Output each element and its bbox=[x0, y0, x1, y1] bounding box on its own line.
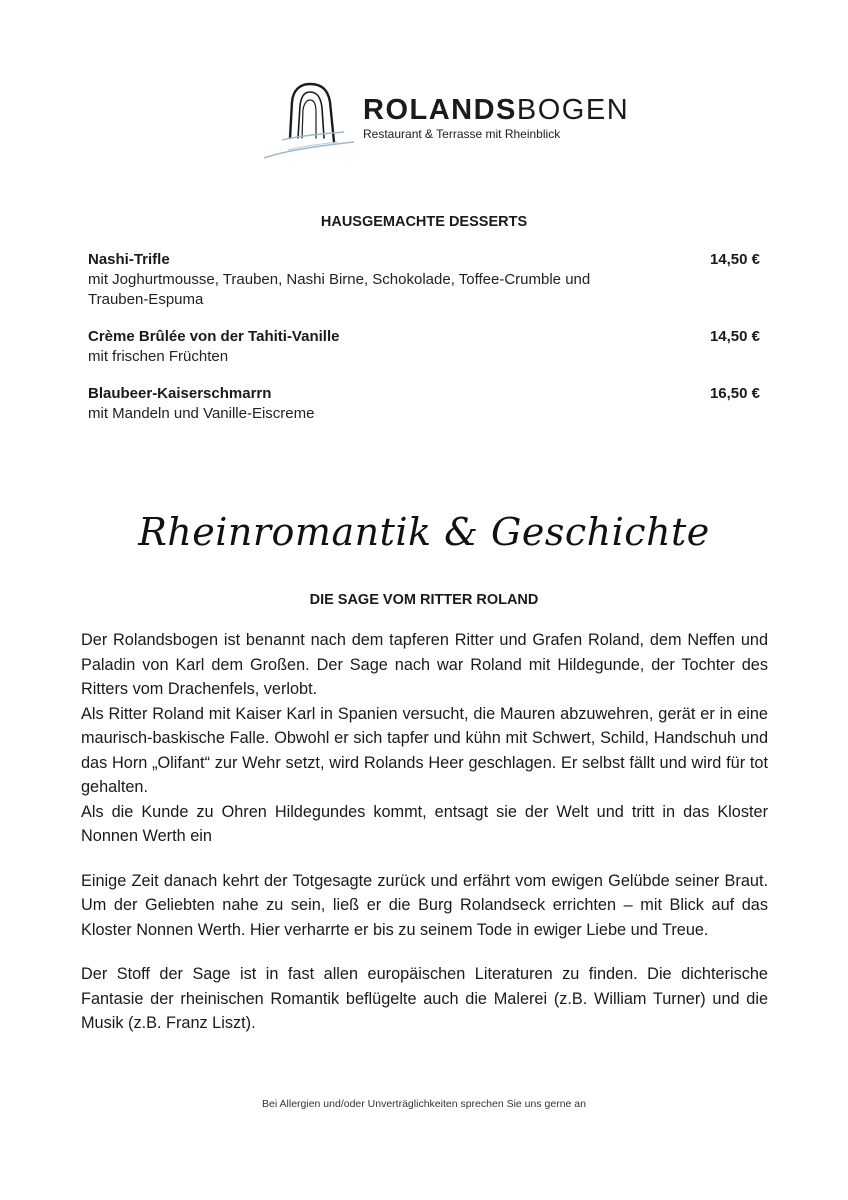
brand-name-light: BOGEN bbox=[516, 94, 630, 126]
dessert-description: mit frischen Früchten bbox=[88, 348, 229, 365]
dessert-item bbox=[88, 327, 760, 367]
dessert-item bbox=[88, 250, 760, 310]
arch-ruin-logo-icon bbox=[258, 72, 358, 164]
brand-name-bold: ROLANDS bbox=[363, 94, 517, 126]
allergy-note: Bei Allergien und/oder Unverträglichkeiten sprechen Sie uns gerne an bbox=[262, 1098, 586, 1110]
story-title: DIE SAGE VOM RITTER ROLAND bbox=[309, 592, 539, 608]
brand-logo bbox=[258, 72, 630, 164]
dessert-name: Nashi-Trifle bbox=[88, 251, 170, 268]
dessert-price: 14,50 € bbox=[709, 251, 760, 268]
story-paragraph: Als die Kunde zu Ohren Hildegundes kommt, entsagt sie der Welt und tritt in das Kloster Nonnen Werth ein bbox=[81, 802, 768, 845]
dessert-name: Blaubeer-Kaiserschmarrn bbox=[88, 385, 272, 402]
dessert-price: 16,50 € bbox=[709, 385, 760, 402]
dessert-name: Crème Brûlée von der Tahiti-Vanille bbox=[88, 328, 340, 345]
story-paragraph: Der Stoff der Sage ist in fast allen europäischen Literaturen zu finden. Die dichterische Fantasie der rheinischen Romantik beflügelte auch die Malerei (z.B. William Turner) und die Musik (z.B. Franz Liszt). bbox=[81, 965, 768, 1032]
story-text bbox=[81, 628, 768, 1056]
story-paragraph: Als Ritter Roland mit Kaiser Karl in Spanien versucht, die Mauren abzuwehren, gerät er in eine maurisch-baskische Falle. Obwohl er sich tapfer und kühn mit Schwert, Schild, Handschuh und das Horn „Olifant“ zur Wehr setzt, wird Rolands Heer geschlagen. Er selbst fällt und wird für tot gehalten. bbox=[81, 704, 768, 796]
dessert-description: mit Mandeln und Vanille-Eiscreme bbox=[88, 405, 315, 422]
dessert-list bbox=[88, 250, 760, 441]
story-paragraph: Der Rolandsbogen ist benannt nach dem tapferen Ritter und Grafen Roland, dem Neffen und Paladin von Karl dem Großen. Der Sage nach war Roland mit Hildegunde, der Tochter des Ritters vom Drachenfels, verlobt. bbox=[81, 631, 768, 698]
story-paragraph: Einige Zeit danach kehrt der Totgesagte zurück und erfährt vom ewigen Gelübde seiner Braut. Um der Geliebten nahe zu sein, ließ er die Burg Rolandseck errichten – mit Blick auf das Kloster Nonnen Werth. Hier verharrte er bis zu seinem Tode in ewiger Liebe und Treue. bbox=[81, 871, 768, 939]
dessert-description: mit Joghurtmousse, Trauben, Nashi Birne, Schokolade, Toffee-Crumble und Trauben-Espuma bbox=[88, 271, 591, 308]
brand-tagline: Restaurant & Terrasse mit Rheinblick bbox=[363, 127, 561, 141]
desserts-title: HAUSGEMACHTE DESSERTS bbox=[320, 214, 528, 230]
brand-name bbox=[363, 94, 629, 127]
dessert-item bbox=[88, 384, 760, 424]
script-heading: Rheinromantik & Geschichte bbox=[138, 510, 710, 554]
dessert-price: 14,50 € bbox=[709, 328, 760, 345]
